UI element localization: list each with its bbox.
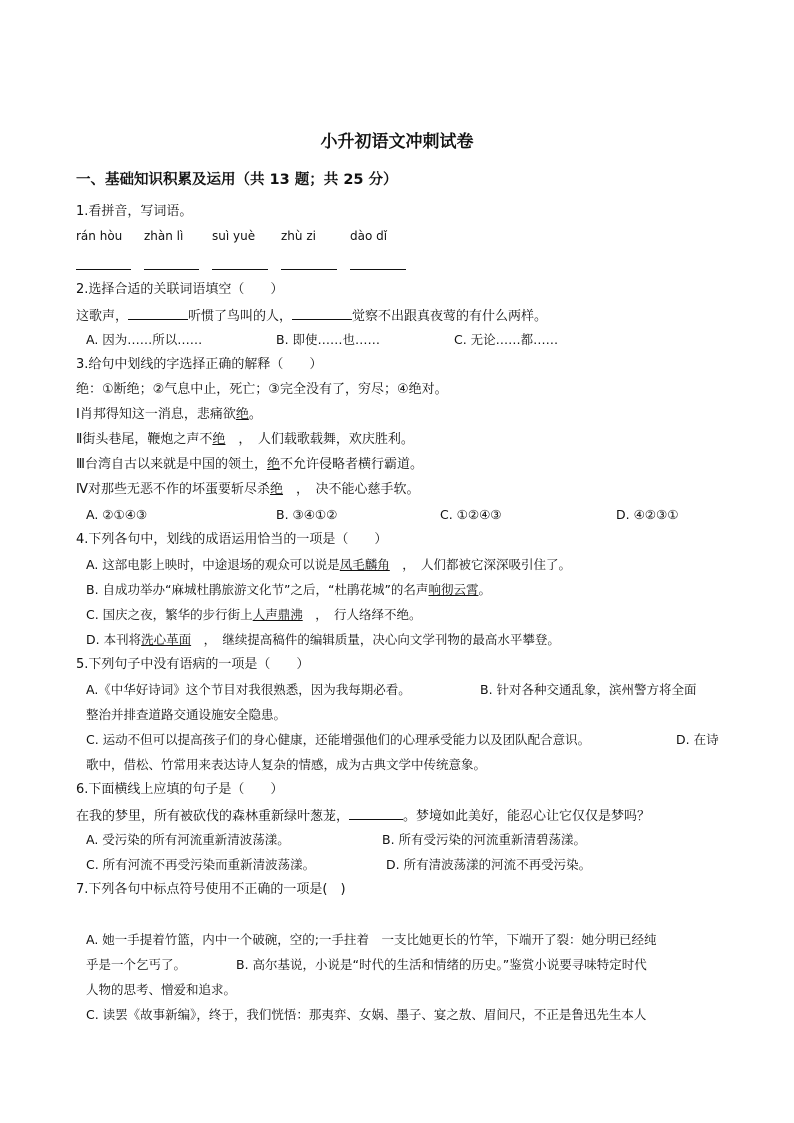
q7-option-c[interactable]: C. 读罢《故事新编》，终于，我们恍悟：那夷弈、女娲、墨子、宴之敖、眉间尺，不正是鲁迅先生本人 xyxy=(86,1007,647,1022)
page-title: 小升初语文冲刺试卷 xyxy=(320,132,474,152)
underlined-char: 绝 xyxy=(270,482,284,497)
sentence-part: 在我的梦里，所有被砍伐的森林重新绿叶葱茏， xyxy=(76,809,350,824)
question-3-stem: 3.给句中划线的字选择正确的解释（ ） xyxy=(76,357,323,372)
question-1-stem: 1.看拼音，写词语。 xyxy=(76,204,193,219)
sentence-1 xyxy=(76,406,262,423)
section-heading: 一、基础知识积累及运用（共 13 题；共 25 分） xyxy=(76,172,398,188)
sentence-part: 。梦境如此美好，能忍心让它仅仅是梦吗？ xyxy=(403,809,651,824)
q3-option-b[interactable]: B. ③④①② xyxy=(276,507,338,522)
q2-option-b[interactable]: B. 即使……也…… xyxy=(276,332,381,347)
text: ， 继续提高稿件的编辑质量，决心向文学刊物的最高水平攀登。 xyxy=(191,632,560,647)
question-6-stem: 6.下面横线上应填的句子是（ ） xyxy=(76,782,284,797)
idiom: 人声鼎沸 xyxy=(252,607,303,622)
text: 不允许侵略者横行霸道。 xyxy=(279,457,423,472)
sentence-part: 听惯了鸟叫的人， xyxy=(188,309,293,324)
answer-blank-1[interactable] xyxy=(76,269,131,270)
q5-option-d[interactable]: D. 在诗 xyxy=(676,732,719,747)
text: A. 这部电影上映时，中途退场的观众可以说是 xyxy=(86,557,340,572)
question-4-stem: 4.下列各句中，划线的成语运用恰当的一项是（ ） xyxy=(76,532,388,547)
q3-option-d[interactable]: D. ④②③① xyxy=(616,507,679,522)
definition-line: 绝：①断绝；②气息中止，死亡；③完全没有了，穷尽；④绝对。 xyxy=(76,382,448,397)
q5-option-d-cont: 歌中，借松、竹常用来表达诗人复杂的情感，成为古典文学中传统意象。 xyxy=(86,757,487,772)
answer-blank-4[interactable] xyxy=(281,269,337,270)
q7-option-b[interactable]: B. 高尔基说，小说是“时代的生活和情绪的历史。”鉴赏小说要寻味特定时代 xyxy=(236,957,647,972)
question-6-sentence xyxy=(76,806,650,825)
answer-blank-2[interactable] xyxy=(144,269,199,270)
text: B. 自成功举办“麻城杜鹃旅游文化节”之后，“杜鹃花城”的名声 xyxy=(86,582,429,597)
q4-option-b[interactable] xyxy=(86,581,491,598)
q5-option-c[interactable]: C. 运动不但可以提高孩子们的身心健康，还能增强他们的心理承受能力以及团队配合意识。 xyxy=(86,732,591,747)
sentence-2 xyxy=(76,431,414,448)
fill-blank[interactable] xyxy=(349,806,403,820)
text: 。 xyxy=(248,407,262,422)
text: Ⅱ街头巷尾，鞭炮之声不 xyxy=(76,432,213,447)
idiom: 凤毛麟角 xyxy=(339,557,390,572)
q6-option-c[interactable]: C. 所有河流不再受污染而重新清波荡漾。 xyxy=(86,857,316,872)
q5-option-a[interactable]: A.《中华好诗词》这个节目对我很熟悉，因为我每期必看。 xyxy=(86,682,411,697)
text: 。 xyxy=(478,582,491,597)
text: ， 行人络绎不绝。 xyxy=(302,607,422,622)
q6-option-b[interactable]: B. 所有受污染的河流重新清碧荡漾。 xyxy=(382,832,587,847)
sentence-4 xyxy=(76,481,420,498)
q5-option-b-cont: 整治并排查道路交通设施安全隐患。 xyxy=(86,707,287,722)
q6-option-a[interactable]: A. 受污染的所有河流重新清波荡漾。 xyxy=(86,832,290,847)
sentence-part: 觉察不出跟真夜莺的有什么两样。 xyxy=(352,309,548,324)
q3-option-a[interactable]: A. ②①④③ xyxy=(86,507,148,522)
q2-option-a[interactable]: A. 因为……所以…… xyxy=(86,332,203,347)
underlined-char: 绝 xyxy=(212,432,226,447)
text: ， 人们载歌载舞，欢庆胜利。 xyxy=(225,432,414,447)
idiom: 响彻云霄 xyxy=(428,582,479,597)
question-2-stem: 2.选择合适的关联词语填空（ ） xyxy=(76,282,284,297)
underlined-char: 绝 xyxy=(235,407,249,422)
sentence-part: 这歌声， xyxy=(76,309,129,324)
text: ， 人们都被它深深吸引住了。 xyxy=(389,557,572,572)
text: D. 本刊将 xyxy=(86,632,142,647)
q4-option-c[interactable] xyxy=(86,606,421,623)
q7-option-b-cont: 人物的思考、憎爱和追求。 xyxy=(86,982,237,997)
pinyin-2: zhàn lì xyxy=(144,229,184,243)
q7-option-a[interactable]: A. 她一手提着竹篮，内中一个破碗，空的;一手拄着 一支比她更长的竹竿，下端开了裂：她分明已经纯 xyxy=(86,932,657,947)
text: ， 决不能心慈手软。 xyxy=(283,482,420,497)
sentence-3 xyxy=(76,456,423,473)
question-5-stem: 5.下列句子中没有语病的一项是（ ） xyxy=(76,657,310,672)
underlined-char: 绝 xyxy=(266,457,280,472)
q4-option-d[interactable] xyxy=(86,631,560,648)
text: Ⅲ台湾自古以来就是中国的领土， xyxy=(76,457,267,472)
q5-option-b[interactable]: B. 针对各种交通乱象，滨州警方将全面 xyxy=(480,682,697,697)
question-7-stem: 7.下列各句中标点符号使用不正确的一项是( ) xyxy=(76,882,346,897)
q3-option-c[interactable]: C. ①②④③ xyxy=(440,507,502,522)
q7-option-a-cont: 乎是一个乞丐了。 xyxy=(86,957,187,972)
q4-option-a[interactable] xyxy=(86,556,571,573)
fill-blank[interactable] xyxy=(292,306,352,320)
pinyin-4: zhù zi xyxy=(281,229,316,243)
text: Ⅰ肖邦得知这一消息，悲痛欲 xyxy=(76,407,236,422)
q6-option-d[interactable]: D. 所有清波荡漾的河流不再受污染。 xyxy=(386,857,592,872)
question-2-sentence xyxy=(76,306,547,325)
answer-blank-3[interactable] xyxy=(212,269,268,270)
text: C. 国庆之夜，繁华的步行街上 xyxy=(86,607,253,622)
pinyin-5: dào dǐ xyxy=(350,229,388,243)
fill-blank[interactable] xyxy=(128,306,188,320)
answer-blank-5[interactable] xyxy=(350,269,406,270)
q2-option-c[interactable]: C. 无论……都…… xyxy=(454,332,559,347)
pinyin-3: suì yuè xyxy=(212,229,256,243)
idiom: 洗心革面 xyxy=(141,632,192,647)
text: Ⅳ对那些无恶不作的坏蛋要斩尽杀 xyxy=(76,482,270,497)
pinyin-1: rán hòu xyxy=(76,229,123,243)
